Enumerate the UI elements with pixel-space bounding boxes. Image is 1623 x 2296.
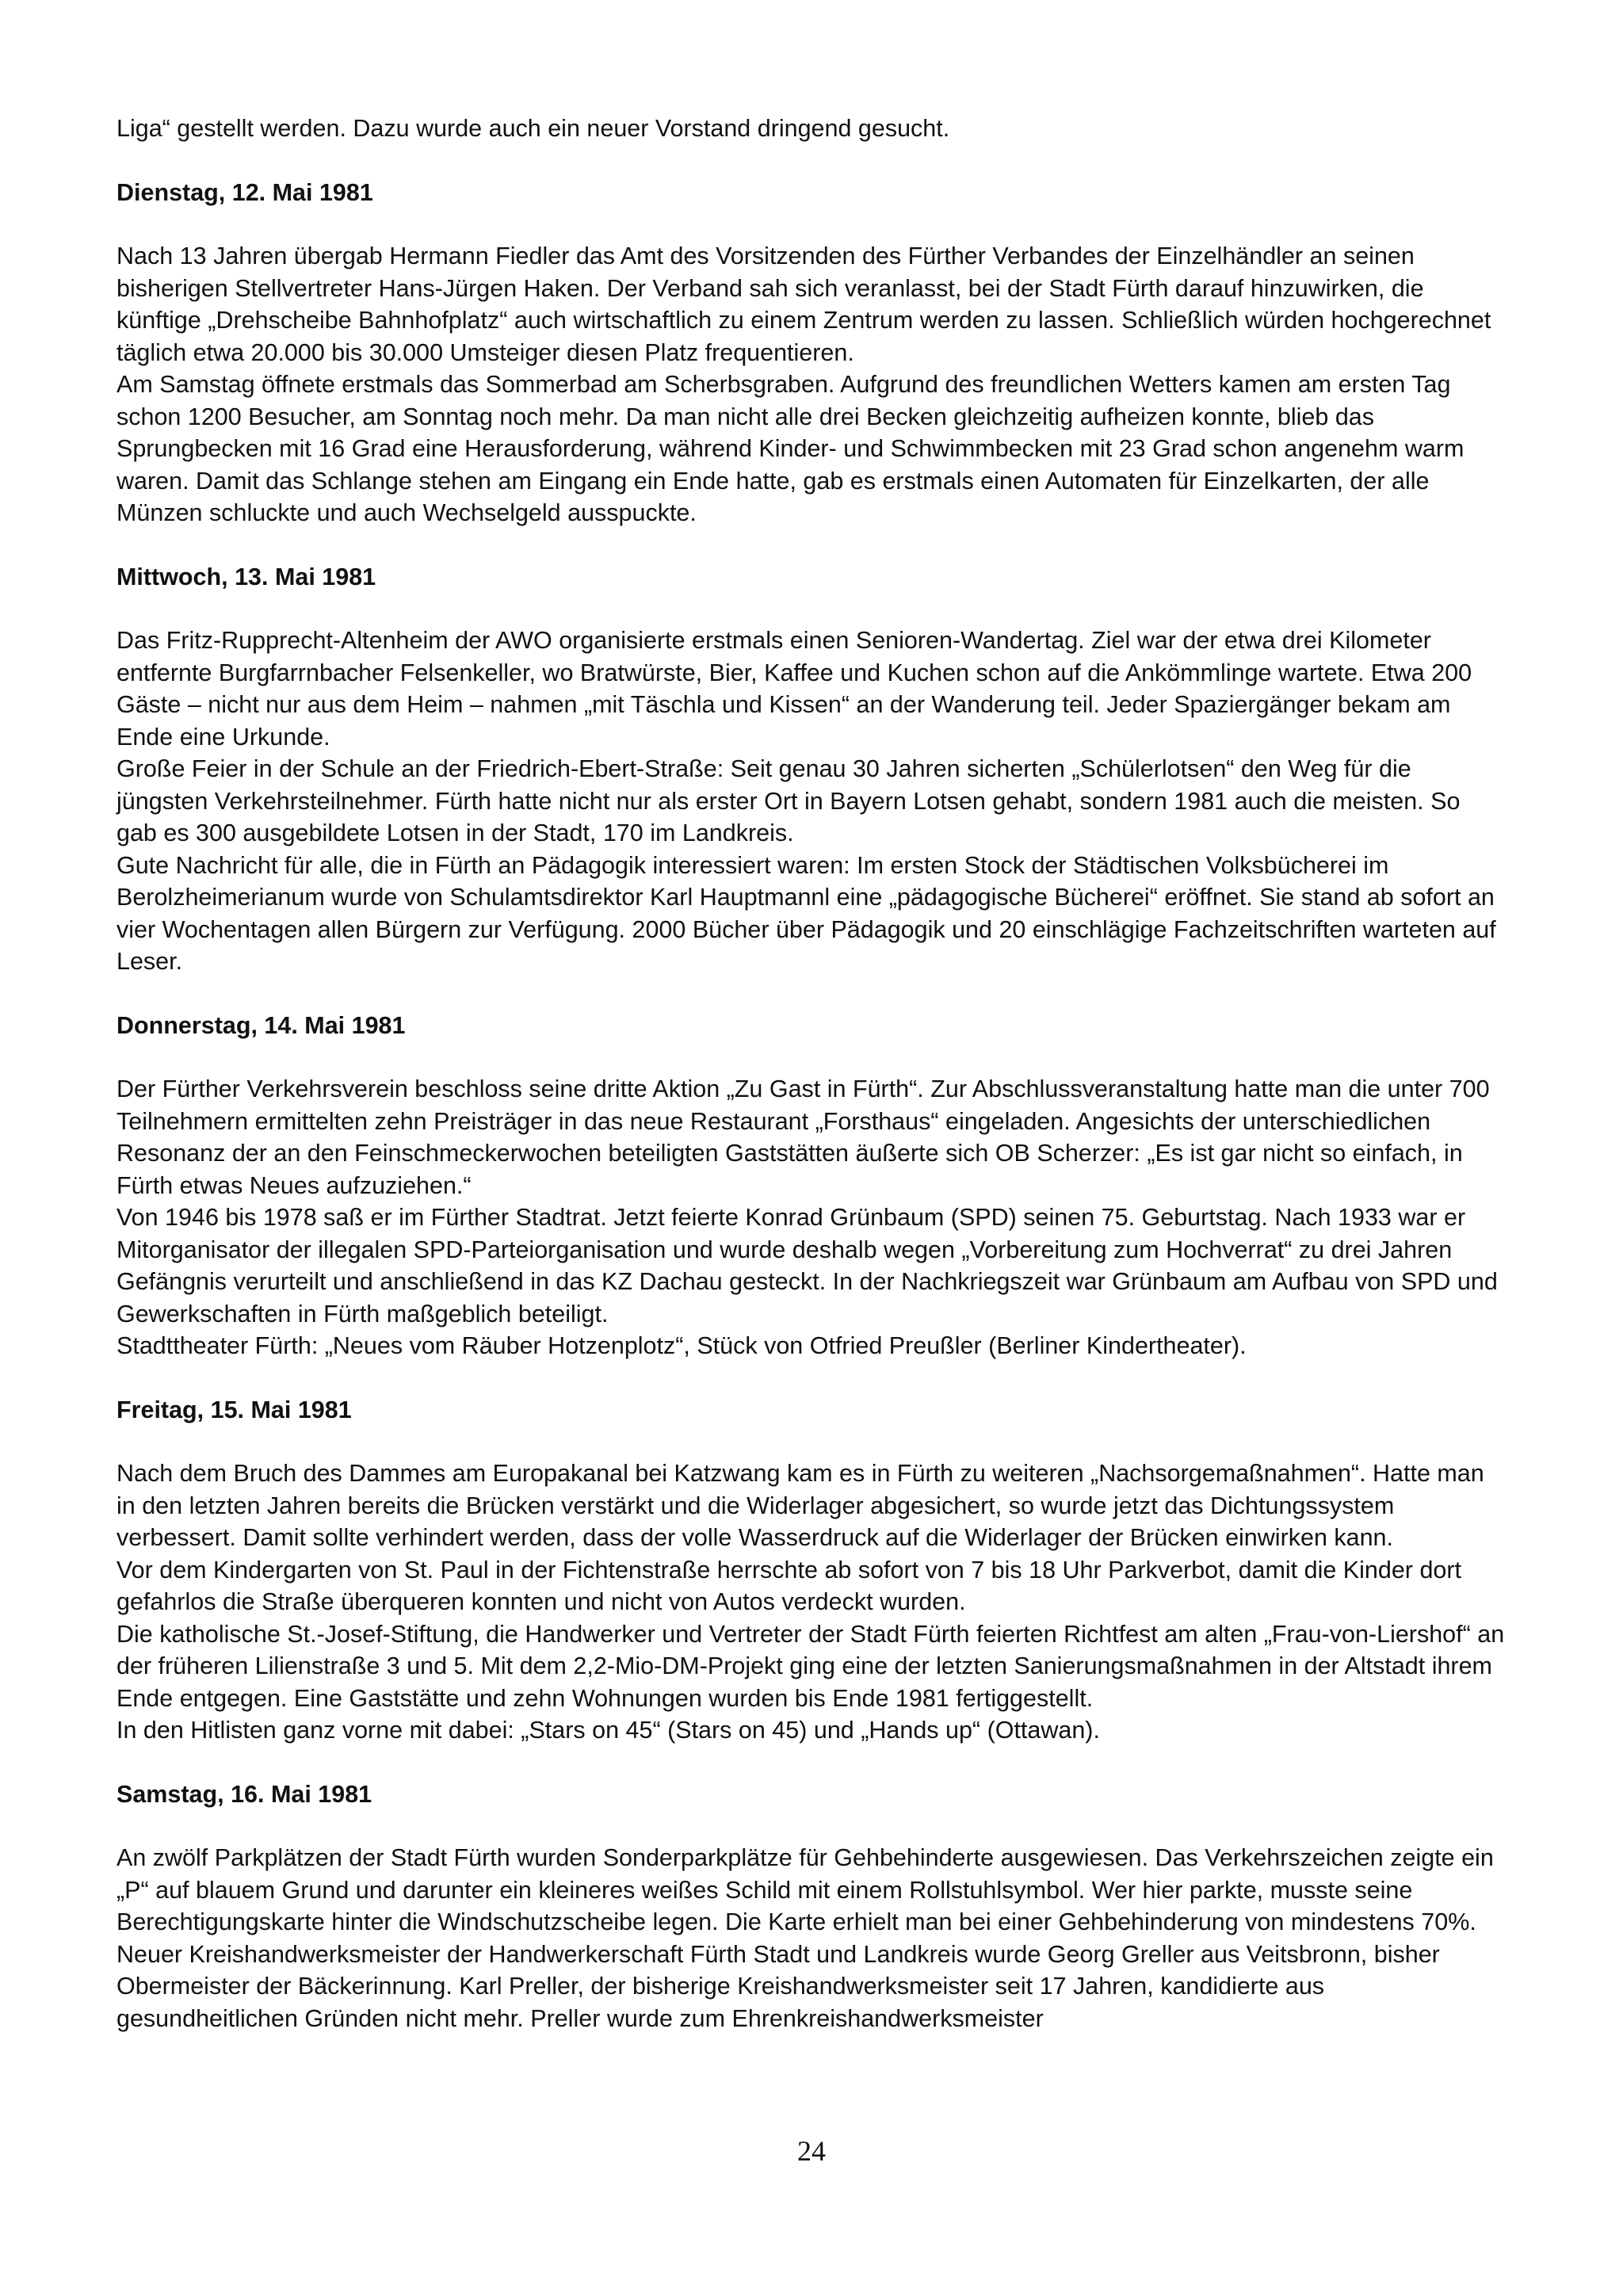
page-number: 24 <box>797 2135 826 2167</box>
section-heading: Donnerstag, 14. Mai 1981 <box>116 1011 406 1039</box>
paragraph: Das Fritz-Rupprecht-Altenheim der AWO organisierte erstmals einen Senioren-Wandertag. Ziel war der etwa drei Kilometer entfernte Burgfarrnbacher Felsenkeller, wo Bratwürste, Bier, Kaffee und Kuchen schon auf die Ankömmlinge wartete. Etwa 200 Gäste – nicht nur aus dem Heim – nahmen „mit Täschla und Kissen“ an der Wanderung teil. Jeder Spaziergänger bekam am Ende eine Urkunde. <box>116 627 1472 751</box>
section-heading: Dienstag, 12. Mai 1981 <box>116 178 373 206</box>
paragraph: Der Fürther Verkehrsverein beschloss seine dritte Aktion „Zu Gast in Fürth“. Zur Abschlussveranstaltung hatte man die unter 700 Teilnehmern ermittelten zehn Preisträger in das neue Restaurant „Forsthaus“ eingeladen. Angesichts der unterschiedlichen Resonanz der an den Feinschmeckerwochen beteiligten Gaststätten äußerte sich OB Scherzer: „Es ist gar nicht so einfach, in Fürth etwas Neues aufzuziehen.“ <box>116 1075 1490 1199</box>
paragraph: Vor dem Kindergarten von St. Paul in der Fichtenstraße herrschte ab sofort von 7 bis 18 Uhr Parkverbot, damit die Kinder dort gefahrlos die Straße überqueren konnten und nicht von Autos verdeckt wurden. <box>116 1556 1461 1615</box>
paragraph: Gute Nachricht für alle, die in Fürth an Pädagogik interessiert waren: Im ersten Stock der Städtischen Volksbücherei im Berolzheimerianum wurde von Schulamtsdirektor Karl Hauptmannl eine „pädagogische Bücherei“ eröffnet. Sie stand ab sofort an vier Wochentagen allen Bürgern zur Verfügung. 2000 Bücher über Pädagogik und 20 einschlägige Fachzeitschriften warteten auf Leser. <box>116 851 1496 975</box>
paragraph: Nach 13 Jahren übergab Hermann Fiedler das Amt des Vorsitzenden des Fürther Verbandes der Einzelhändler an seinen bisherigen Stellvertreter Hans-Jürgen Haken. Der Verband sah sich veranlasst, bei der Stadt Fürth darauf hinzuwirken, die künftige „Drehscheibe Bahnhofplatz“ auch wirtschaftlich zu einem Zentrum werden zu lassen. Schließlich würden hochgerechnet täglich etwa 20.000 bis 30.000 Umsteiger diesen Platz frequentieren. <box>116 243 1491 366</box>
section-dienstag <box>116 177 1505 529</box>
section-freitag <box>116 1394 1505 1747</box>
paragraph: An zwölf Parkplätzen der Stadt Fürth wurden Sonderparkplätze für Gehbehinderte ausgewiesen. Das Verkehrszeichen zeigte ein „P“ auf blauem Grund und darunter ein kleineres weißes Schild mit einem Rollstuhlsymbol. Wer hier parkte, musste seine Berechtigungskarte hinter die Windschutzscheibe legen. Die Karte erhielt man bei einer Gehbehinderung von mindestens 70%. <box>116 1844 1494 1935</box>
document-page <box>116 113 1505 2034</box>
paragraph: In den Hitlisten ganz vorne mit dabei: „Stars on 45“ (Stars on 45) und „Hands up“ (Ottawan). <box>116 1717 1100 1744</box>
section-mittwoch <box>116 561 1505 978</box>
section-donnerstag <box>116 1010 1505 1362</box>
section-samstag <box>116 1778 1505 2035</box>
paragraph: Am Samstag öffnete erstmals das Sommerbad am Scherbsgraben. Aufgrund des freundlichen Wetters kamen am ersten Tag schon 1200 Besucher, am Sonntag noch mehr. Da man nicht alle drei Becken gleichzeitig aufheizen konnte, blieb das Sprungbecken mit 16 Grad eine Herausforderung, während Kinder- und Schwimmbecken mit 23 Grad schon angenehm warm waren. Damit das Schlange stehen am Eingang ein Ende hatte, gab es erstmals einen Automaten für Einzelkarten, der alle Münzen schluckte und auch Wechselgeld ausspuckte. <box>116 371 1465 526</box>
paragraph: Stadttheater Fürth: „Neues vom Räuber Hotzenplotz“, Stück von Otfried Preußler (Berliner Kindertheater). <box>116 1332 1247 1359</box>
paragraph: Neuer Kreishandwerksmeister der Handwerkerschaft Fürth Stadt und Landkreis wurde Georg Greller aus Veitsbronn, bisher Obermeister der Bäckerinnung. Karl Preller, der bisherige Kreishandwerksmeister seit 17 Jahren, kandidierte aus gesundheitlichen Gründen nicht mehr. Preller wurde zum Ehrenkreishandwerksmeister <box>116 1940 1440 2032</box>
paragraph: Große Feier in der Schule an der Friedrich-Ebert-Straße: Seit genau 30 Jahren sicherten „Schülerlotsen“ den Weg für die jüngsten Verkehrsteilnehmer. Fürth hatte nicht nur als erster Ort in Bayern Lotsen gehabt, sondern 1981 auch die meisten. So gab es 300 ausgebildete Lotsen in der Stadt, 170 im Landkreis. <box>116 755 1461 846</box>
section-heading: Freitag, 15. Mai 1981 <box>116 1396 352 1423</box>
paragraph: Von 1946 bis 1978 saß er im Fürther Stadtrat. Jetzt feierte Konrad Grünbaum (SPD) seinen 75. Geburtstag. Nach 1933 war er Mitorganisator der illegalen SPD-Parteiorganisation und wurde deshalb wegen „Vorbereitung zum Hochverrat“ zu drei Jahren Gefängnis verurteilt und anschließend in das KZ Dachau gesteckt. In der Nachkriegszeit war Grünbaum am Aufbau von SPD und Gewerkschaften in Fürth maßgeblich beteiligt. <box>116 1204 1498 1328</box>
section-heading: Mittwoch, 13. Mai 1981 <box>116 563 376 590</box>
paragraph: Die katholische St.-Josef-Stiftung, die Handwerker und Vertreter der Stadt Fürth feierten Richtfest am alten „Frau-von-Liershof“ an der früheren Lilienstraße 3 und 5. Mit dem 2,2-Mio-DM-Projekt ging eine der letzten Sanierungsmaßnahmen in der Altstadt ihrem Ende entgegen. Eine Gaststätte und zehn Wohnungen wurden bis Ende 1981 fertiggestellt. <box>116 1620 1505 1712</box>
section-heading: Samstag, 16. Mai 1981 <box>116 1780 372 1808</box>
paragraph: Nach dem Bruch des Dammes am Europakanal bei Katzwang kam es in Fürth zu weiteren „Nachsorgemaßnahmen“. Hatte man in den letzten Jahren bereits die Brücken verstärkt und die Widerlager abgesichert, so wurde jetzt das Dichtungssystem verbessert. Damit sollte verhindert werden, dass der volle Wasserdruck auf die Widerlager der Brücken einwirken kann. <box>116 1460 1484 1551</box>
intro-paragraph: Liga“ gestellt werden. Dazu wurde auch ein neuer Vorstand dringend gesucht. <box>116 115 950 142</box>
